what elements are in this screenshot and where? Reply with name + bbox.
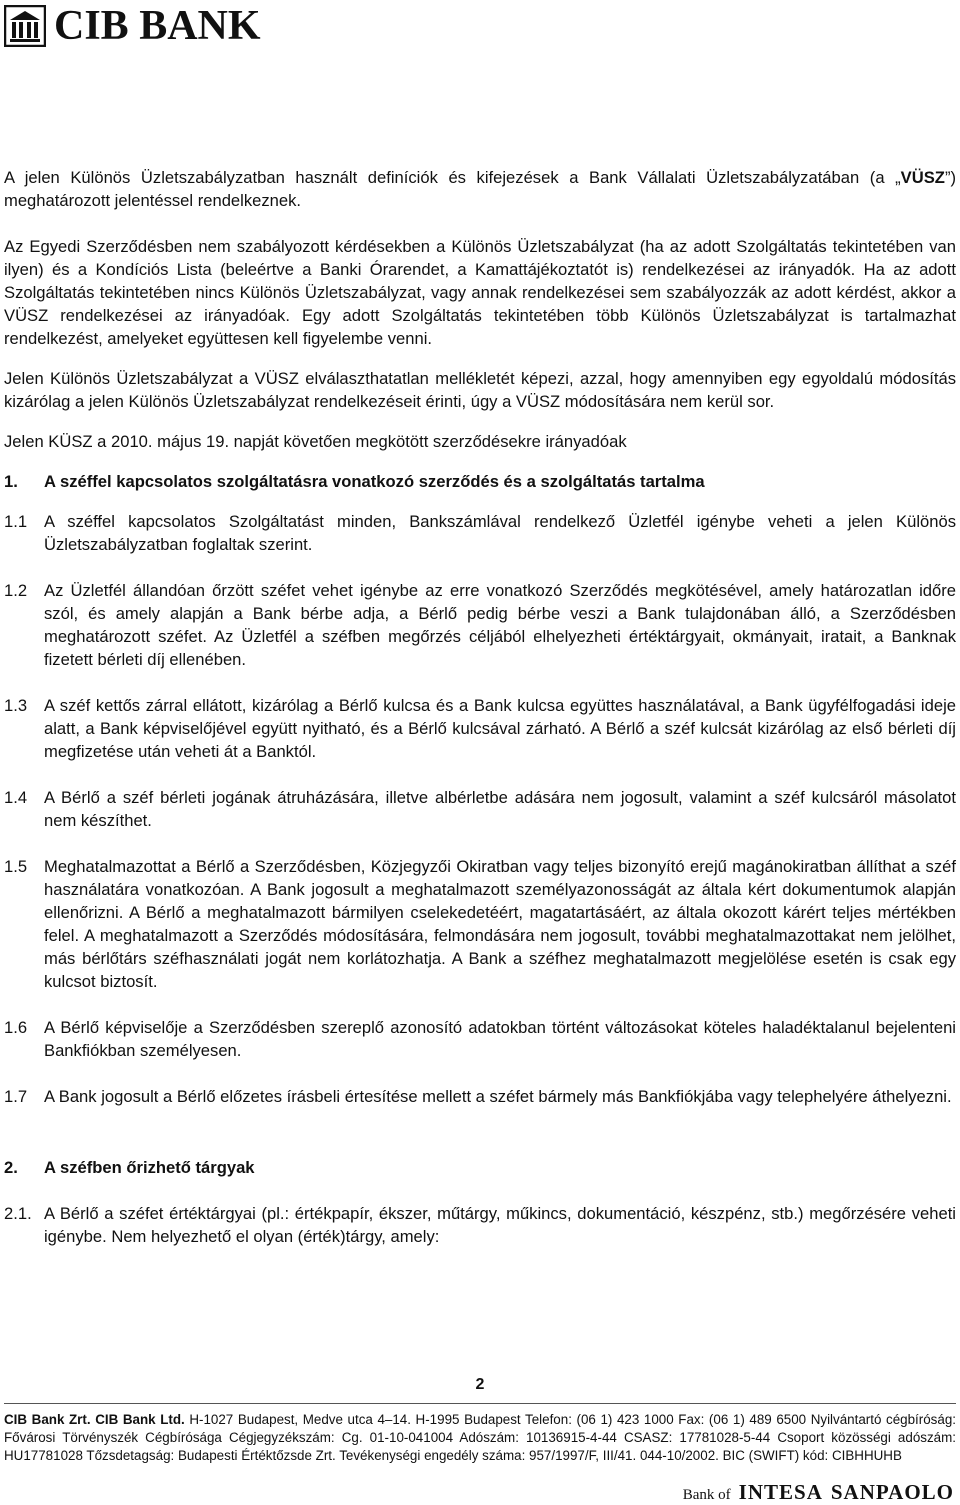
footer-divider [4, 1403, 956, 1404]
section-heading-1: 1. A széffel kapcsolatos szolgáltatásra vonatkozó szerződés és a szolgáltatás tartalma [4, 472, 705, 491]
footer [4, 1411, 956, 1465]
logo-text: CIB BANK [54, 3, 261, 49]
intro-paragraph: A jelen Különös Üzletszabályzatban használt definíciók és kifejezések a Bank Vállalati Üzletszabályzatában (a „VÜSZ”) meghatározott jelentéssel rendelkeznek. [4, 168, 956, 210]
sanpaolo-wordmark: SANPAOLO [830, 1480, 954, 1504]
list-item: 1.3 A széf kettős zárral ellátott, kizárólag a Bérlő kulcsa és a Bank kulcsa együttes használatával, a Bank ügyfélfogadási ideje alatt, a Bank képviselőjével együtt nyitható, és a Bérlő kulcsával zárható. A Bérlő a széf kulcsát kizárólag az első bérleti díj megfizetése után veheti át a Banktól. [4, 696, 956, 761]
bank-of-label: Bank of [682, 1487, 731, 1503]
intesa-sanpaolo-logo [683, 1480, 954, 1505]
intesa-wordmark: INTESA [738, 1480, 823, 1504]
list-item: 1.6 A Bérlő képviselője a Szerződésben szereplő azonosító adatokban történt változásokat köteles haladéktalanul bejelenteni Bankfiókban személyesen. [4, 1018, 956, 1060]
paragraph-kusz: Jelen KÜSZ a 2010. május 19. napját követően megkötött szerződésekre irányadóak [4, 432, 627, 451]
list-item: 1.4 A Bérlő a széf bérleti jogának átruházására, illetve albérletbe adására nem jogosult, valamint a széf kulcsáról másolatot nem készíthet. [4, 788, 956, 830]
footer-text: CIB Bank Zrt. CIB Bank Ltd. H-1027 Budapest, Medve utca 4–14. H-1995 Budapest Telefon: (06 1) 423 1000 Fax: (06 1) 489 6500 Nyilvántartó cégbíróság: Fővárosi Törvényszék Cégbírósága Cégjegyzékszám: Cg. 01-10-041004 Adószám: 10136915-4-44 CSASZ: 17781028-5-44 Csoport közösségi adószám: HU17781028 Tőzsdetagság: Budapesti Értéktőzsde Zrt. Tevékenységi engedély száma: 957/1997/F, III/41. 044-10/2002. BIC (SWIFT) kód: CIBHHUHB [4, 1412, 956, 1463]
bank-building-icon [4, 5, 46, 47]
list-item: 1.7 A Bank jogosult a Bérlő előzetes írásbeli értesítése mellett a széfet bármely más Bankfiókjába vagy telephelyére áthelyezni. [4, 1087, 952, 1106]
paragraph-jelen: Jelen Különös Üzletszabályzat a VÜSZ elválaszthatatlan mellékletét képezi, azzal, hogy amennyiben egy egyoldalú módosítás kizárólag a jelen Különös Üzletszabályzat rendelkezéseit érinti, úgy a VÜSZ módosítására nem kerül sor. [4, 369, 956, 411]
list-item: 1.1 A széffel kapcsolatos Szolgáltatást minden, Bankszámlával rendelkező Üzletfél igénybe veheti a jelen Különös Üzletszabályzatban foglaltak szerint. [4, 512, 956, 554]
list-item: 1.2 Az Üzletfél állandóan őrzött széfet vehet igénybe az erre vonatkozó Szerződés megkötésével, amely határozatlan időre szól, és amely alapján a Bank bérbe adja, a Bérlő pedig bérbe veszi a Bank tulajdonában álló, a Szerződésben meghatározott széfet. Az Üzletfél a széfben megőrzés céljából elhelyezheti értéktárgyait, okmányait, iratait, a Banknak fizetett bérleti díj ellenében. [4, 581, 956, 669]
list-item: 1.5 Meghatalmazottat a Bérlő a Szerződésben, Közjegyzői Okiratban vagy teljes bizonyító erejű magánokiratban állíthat a széf használatára vonatkozóan. A Bank jogosult a meghatalmazott személyazonosságát az általa kért dokumentumok alapján ellenőrizni. A Bérlő a meghatalmazott bármilyen cselekedetéért, magatartásáért, az általa okozott kárért teljes mértékben felel. A meghatalmazott a Szerződés módosítására, felmondására nem jogosult, további meghatalmazottakat nem jelölhet, más bérlőtárs széfhasználati jogát nem korlátozhatja. A Bank a széfhez meghatalmazott megjelölése esetén is csak egy kulcsot biztosít. [4, 857, 956, 991]
cib-bank-logo [4, 4, 261, 48]
document-body [4, 166, 956, 1248]
section-heading-2: 2. A széfben őrizhető tárgyak [4, 1158, 255, 1177]
page-number: 2 [475, 1376, 485, 1393]
list-item: 2.1. A Bérlő a széfet értéktárgyai (pl.: értékpapír, ékszer, műtárgy, műkincs, dokumentáció, készpénz, stb.) megőrzésére veheti igénybe. Nem helyezhető el olyan (érték)tárgy, amely: [4, 1204, 956, 1246]
paragraph-egyedi: Az Egyedi Szerződésben nem szabályozott kérdésekben a Különös Üzletszabályzat (ha az adott Szolgáltatás tekintetében van ilyen) és a Kondíciós Lista (beleértve a Banki Órarendet, a Kamattájékoztatót is) rendelkezései az irányadók. Ha az adott Szolgáltatás tekintetében nincs Különös Üzletszabályzat, vagy annak rendelkezései sem szabályozzák az adott kérdést, akkor a VÜSZ rendelkezései az irányadóak. Egy adott Szolgáltatás tekintetében több Különös Üzletszabályzat is tartalmazhat rendelkezést, amelyeket együttesen kell figyelembe venni. [4, 237, 956, 348]
